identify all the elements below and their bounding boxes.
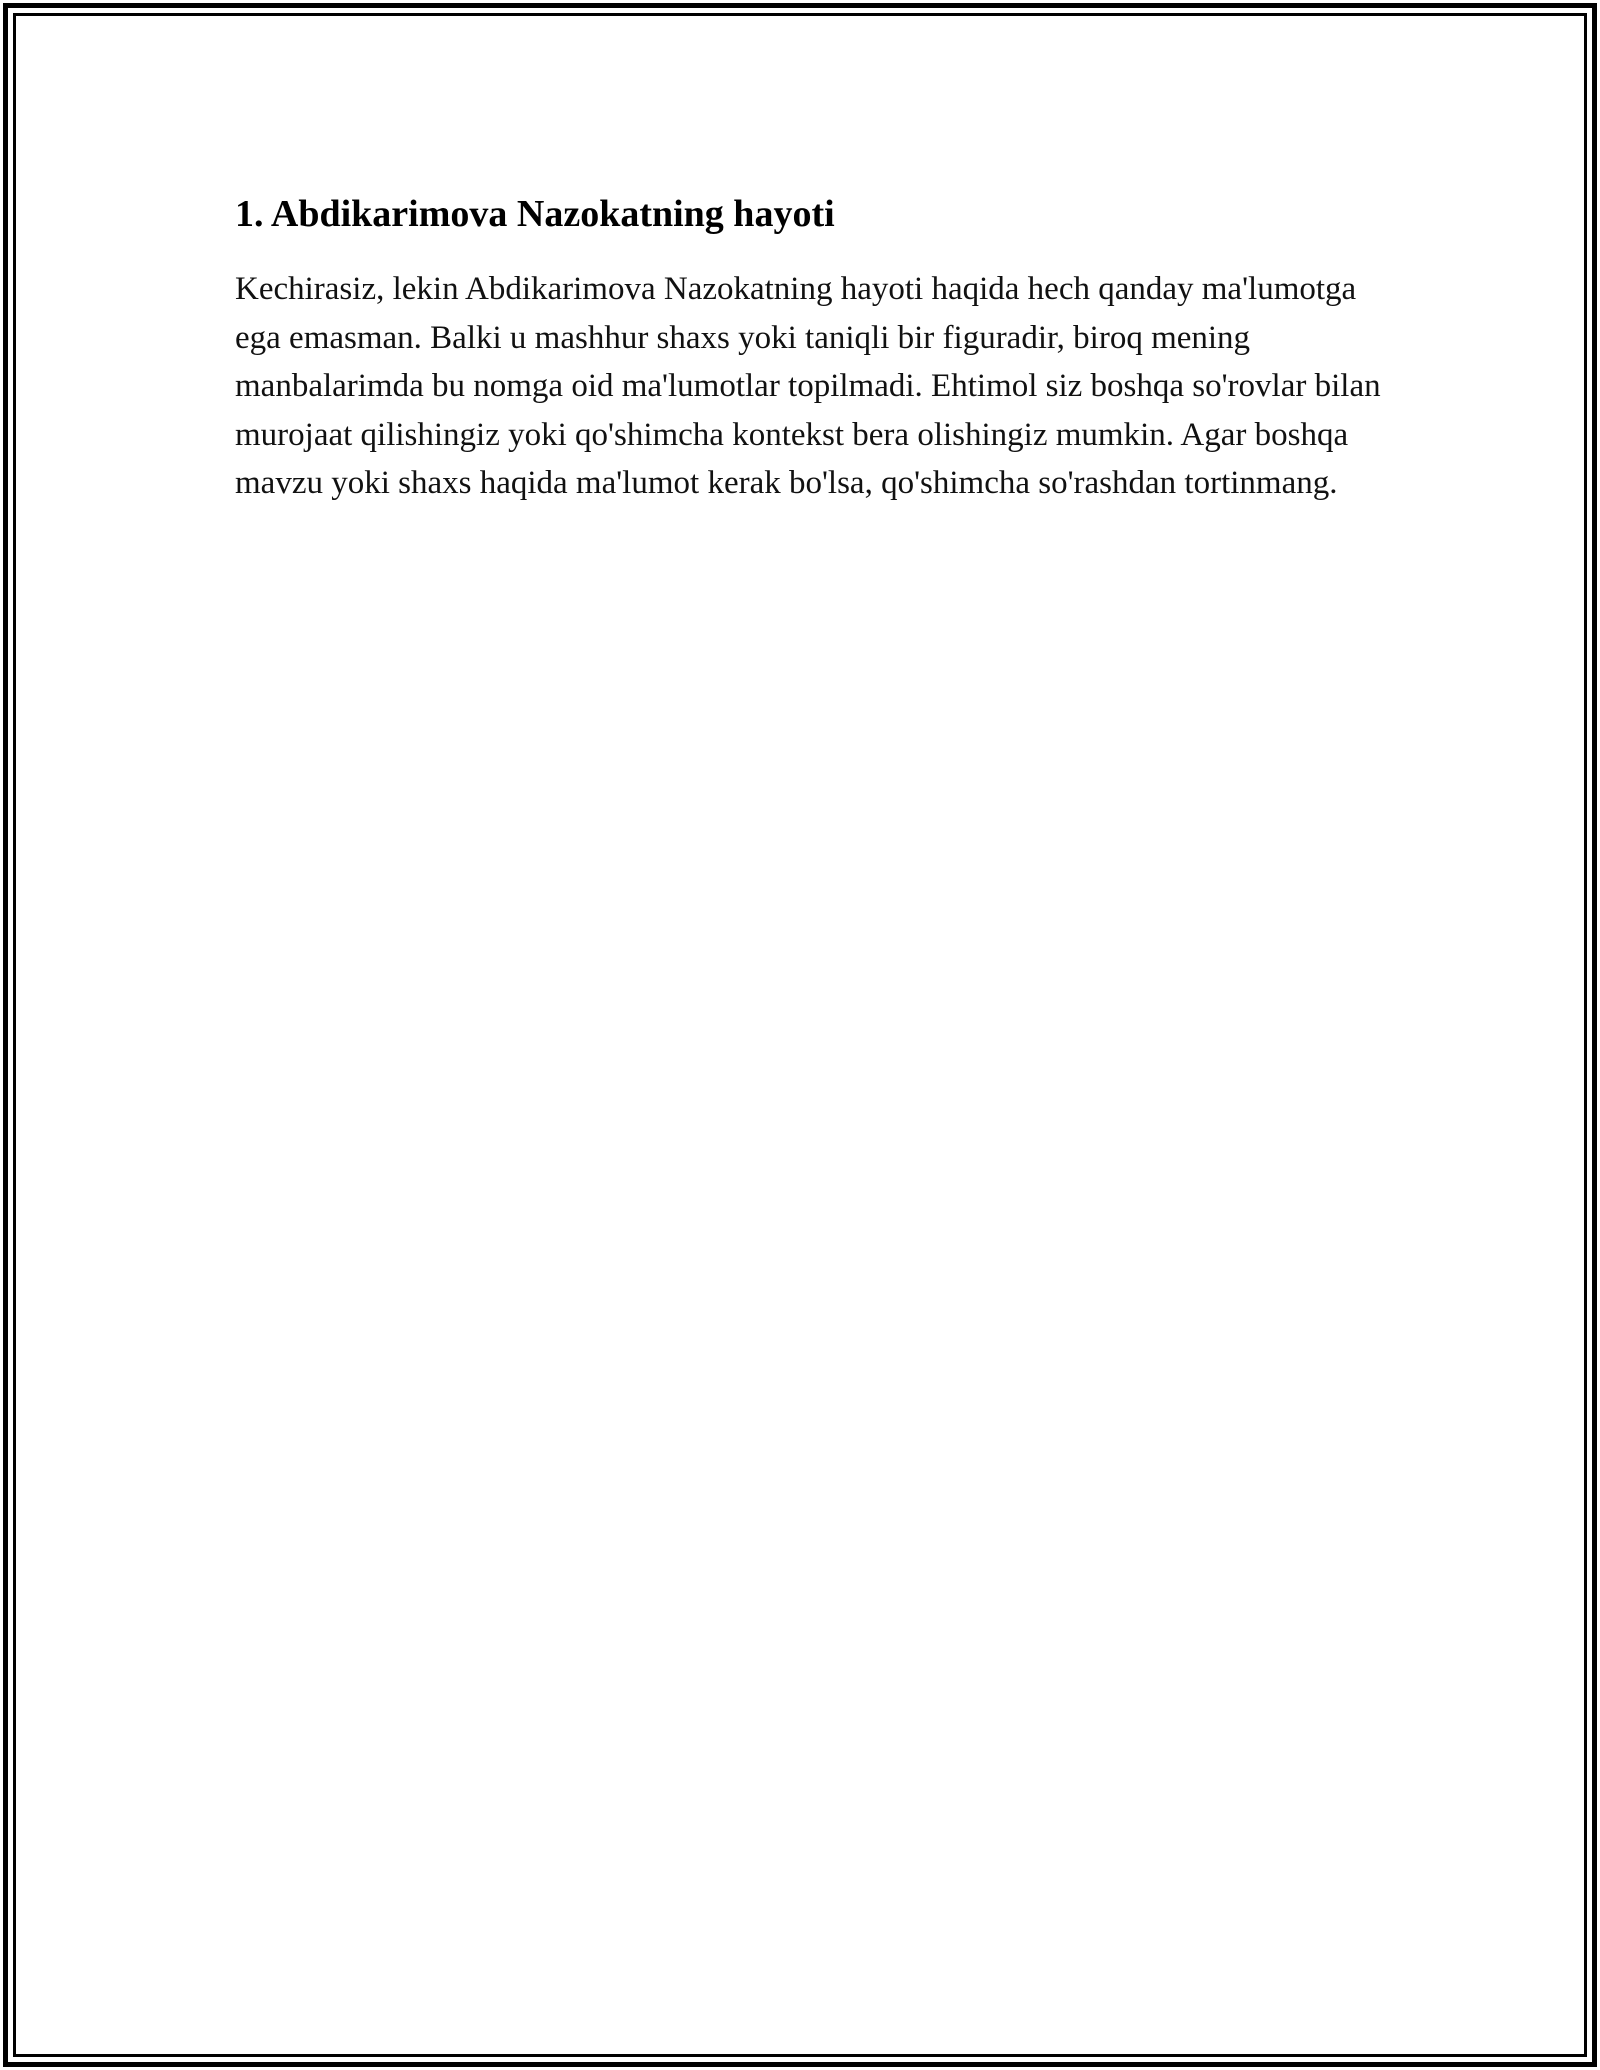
section-heading: 1. Abdikarimova Nazokatning hayoti	[235, 193, 835, 235]
body-paragraph: Kechirasiz, lekin Abdikarimova Nazokatning hayoti haqida hech qanday ma'lumotga ega emasman. Balki u mashhur shaxs yoki taniqli bir figuradir, biroq mening manbalarimda bu nomga oid ma'lumotlar topilmadi. Ehtimol siz boshqa so'rovlar bilan murojaat qilishingiz yoki qo'shimcha kontekst bera olishingiz mumkin. Agar boshqa mavzu yoki shaxs haqida ma'lumot kerak bo'lsa, qo'shimcha so'rashdan tortinmang.	[235, 271, 1381, 501]
document-content	[235, 185, 1385, 508]
